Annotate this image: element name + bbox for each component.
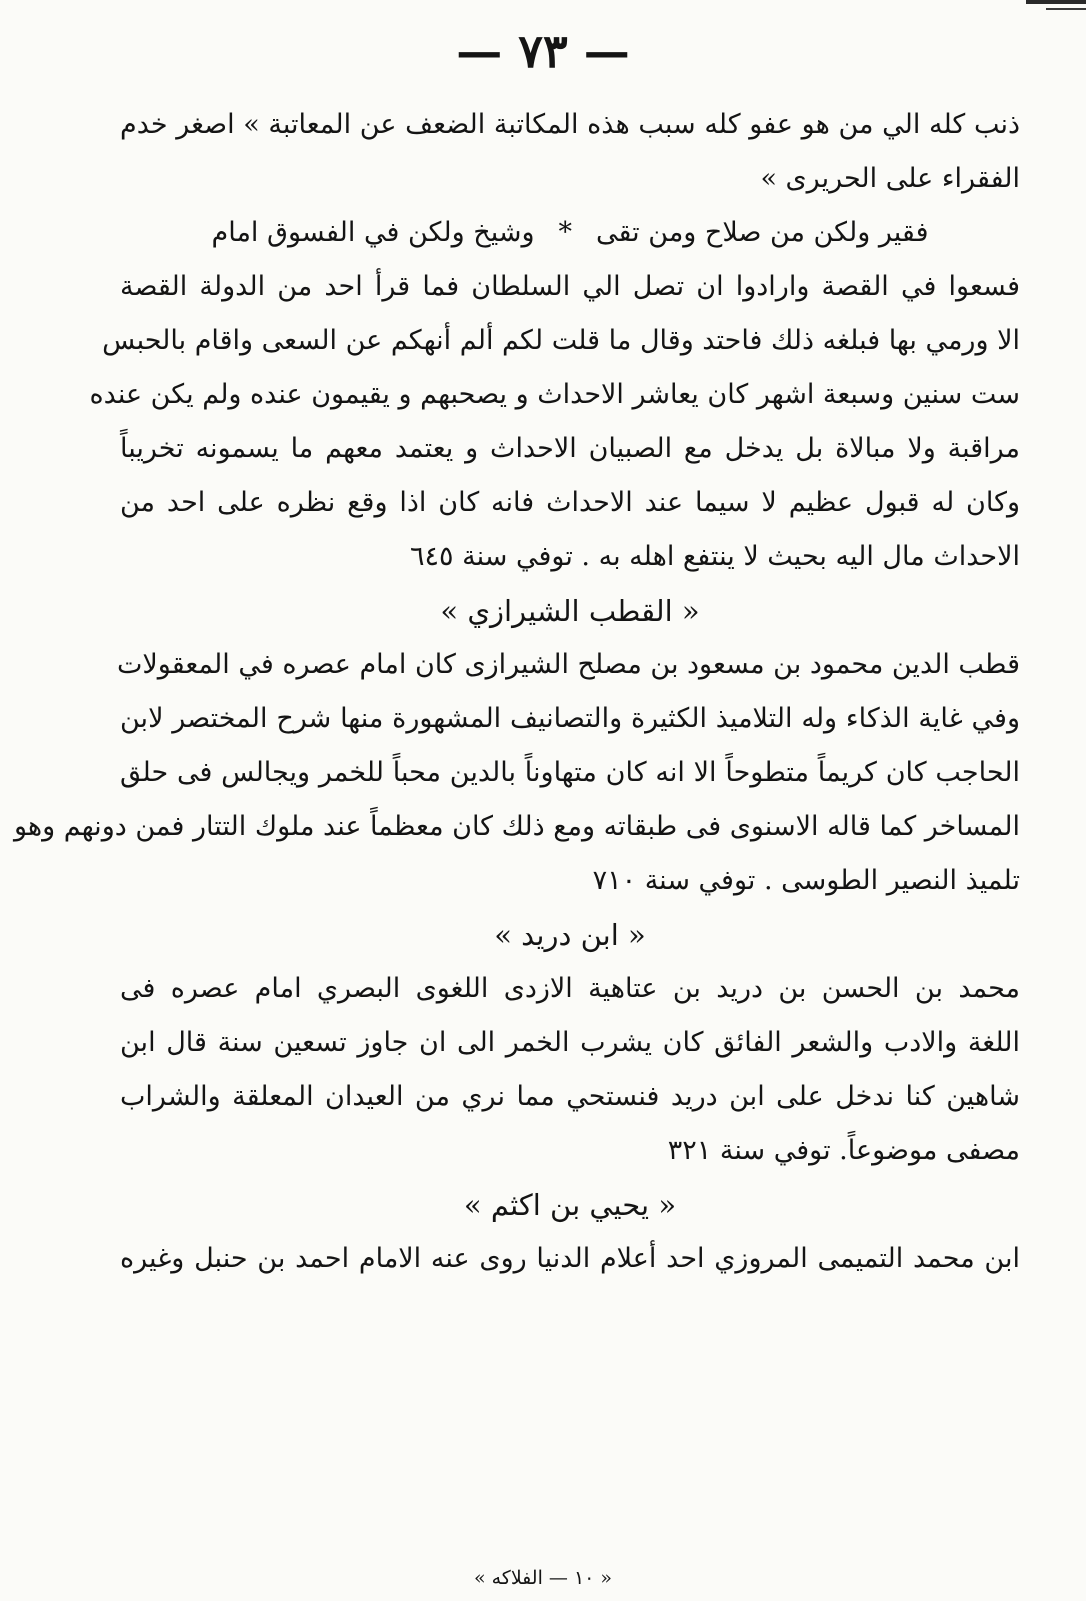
text-line: المساخر كما قاله الاسنوى فى طبقاته ومع ذلك كان معظماً عند ملوك التتار فمن دونهم وهو — [13, 811, 1020, 842]
verse-hemistich-2: وشيخ ولكن في الفسوق امام — [211, 217, 535, 248]
section-heading: « ابن دريد » — [494, 918, 646, 952]
page-footer-signature: « ١٠ — الفلاكه » — [473, 1567, 613, 1589]
text-line: الا ورمي بها فبلغه ذلك فاحتد وقال ما قلت لكم ألم أنهكم عن السعى واقام بالحبس — [102, 325, 1020, 356]
page-number: — ٧٣ — — [456, 24, 630, 78]
text-line: ست سنين وسبعة اشهر كان يعاشر الاحداث و يصحبهم و يقيمون عنده ولم يكن عنده — [89, 379, 1020, 410]
text-line: ابن محمد التميمى المروزي احد أعلام الدنيا روى عنه الامام احمد بن حنبل وغيره — [120, 1243, 1020, 1274]
text-line: فسعوا في القصة وارادوا ان تصل الي السلطان فما قرأ احد من الدولة القصة — [120, 271, 1020, 302]
text-line: وكان له قبول عظيم لا سيما عند الاحداث فانه كان اذا وقع نظره على احد من — [120, 487, 1020, 518]
text-line: مصفى موضوعاً. توفي سنة ٣٢١ — [667, 1135, 1020, 1166]
text-line: قطب الدين محمود بن مسعود بن مصلح الشيرازى كان امام عصره في المعقولات — [116, 649, 1020, 680]
section-heading: « القطب الشيرازي » — [440, 594, 700, 628]
page-body — [13, 108, 1020, 1296]
text-line: شاهين كنا ندخل على ابن دريد فنستحي مما نري من العيدان المعلقة والشراب — [120, 1081, 1020, 1112]
text-line: الاحداث مال اليه بحيث لا ينتفع اهله به . توفي سنة ٦٤٥ — [410, 541, 1020, 572]
text-line: تلميذ النصير الطوسى . توفي سنة ٧١٠ — [592, 865, 1020, 896]
text-line: الفقراء على الحريرى » — [760, 163, 1020, 194]
text-line: اللغة والادب والشعر الفائق كان يشرب الخمر الى ان جاوز تسعين سنة قال ابن — [120, 1027, 1020, 1058]
text-line: الحاجب كان كريماً متطوحاً الا انه كان متهاوناً بالدين محباً للخمر ويجالس فى حلق — [120, 757, 1020, 788]
section-heading: « يحيي بن اكثم » — [463, 1188, 677, 1222]
text-line: محمد بن الحسن بن دريد بن عتاهية الازدى اللغوى البصري امام عصره فى — [120, 973, 1020, 1004]
text-line: ذنب كله الي من هو عفو كله سبب هذه المكاتبة الضعف عن المعاتبة » اصغر خدم — [120, 109, 1020, 140]
scan-edge-mark-2 — [1046, 8, 1086, 10]
text-line: مراقبة ولا مبالاة بل يدخل مع الصبيان الاحداث و يعتمد معهم ما يسمونه تخريباً — [120, 433, 1020, 464]
verse-hemistich-1: فقير ولكن من صلاح ومن تقى — [596, 217, 929, 248]
verse-line — [120, 216, 1020, 270]
text-line: وفي غاية الذكاء وله التلاميذ الكثيرة والتصانيف المشهورة منها شرح المختصر لابن — [120, 703, 1020, 734]
verse-separator: * — [558, 217, 573, 248]
